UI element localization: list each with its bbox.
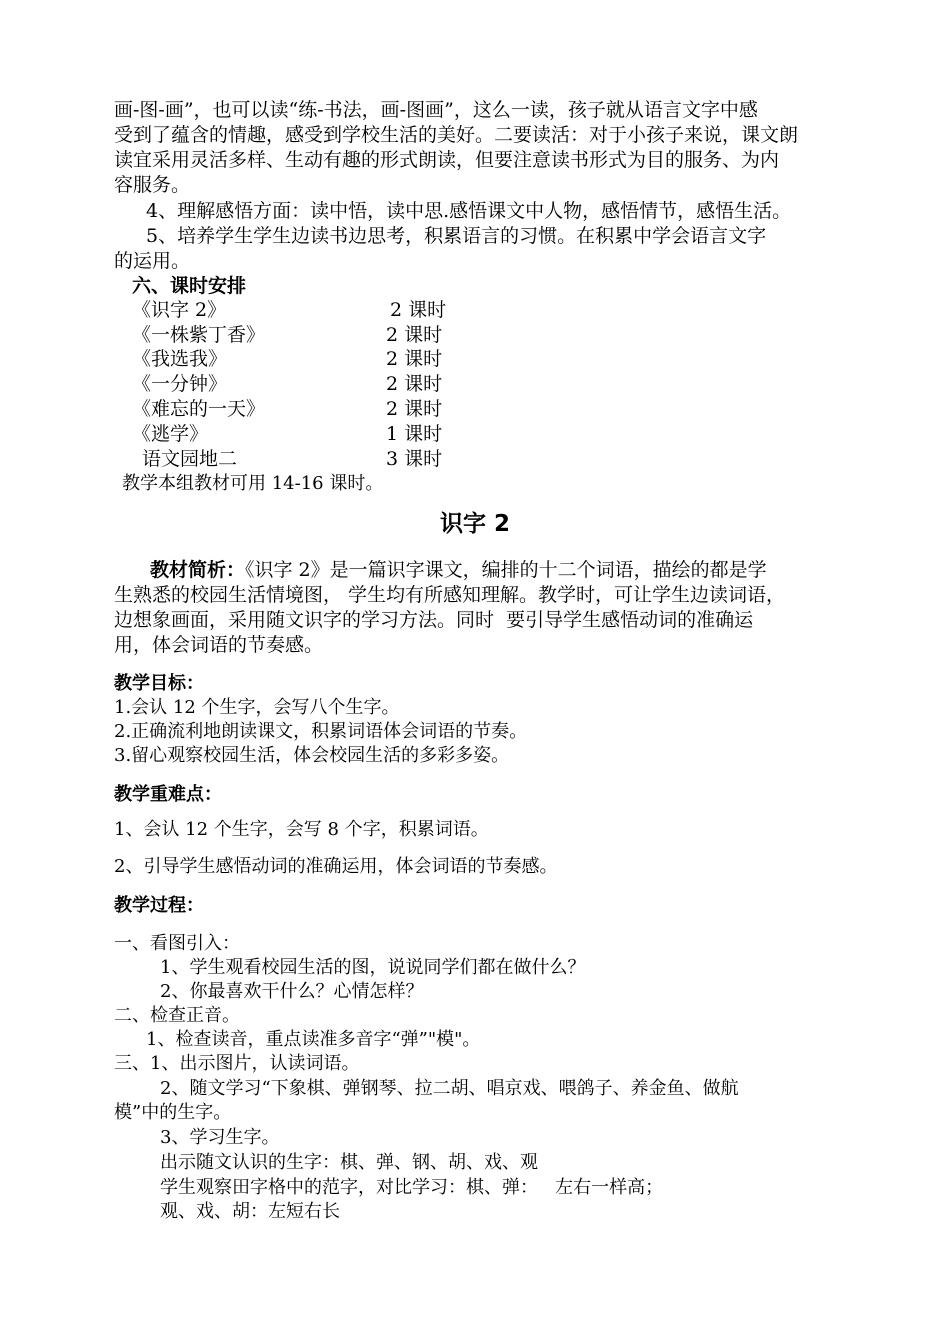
key-point-item: 1、会认 12 个生字，会写 8 个字，积累词语。 xyxy=(114,819,489,840)
goal-item: 3.留心观察校园生活，体会校园生活的多彩多姿。 xyxy=(114,745,510,766)
schedule-row-name: 《逃学》 xyxy=(132,423,209,445)
goals-heading: 教学目标： xyxy=(114,673,204,694)
process-step: 二、检查正音。 xyxy=(114,1005,240,1026)
process-substep: 1、检查读音，重点读准多音字“弹”"模"。 xyxy=(146,1029,481,1050)
schedule-row-hours: 1 课时 xyxy=(386,423,443,445)
schedule-row-hours: 2 课时 xyxy=(386,373,443,395)
process-detail: 出示随文认识的生字：棋、弹、钢、胡、戏、观 xyxy=(160,1152,538,1173)
goal-item: 1.会认 12 个生字，会写八个生字。 xyxy=(114,697,400,718)
analysis-line: 边想象画面，采用随文识字的学习方法。同时 要引导学生感悟动词的准确运 xyxy=(114,609,754,631)
schedule-row-name: 《一分钟》 xyxy=(132,373,228,395)
process-substep: 1、学生观看校园生活的图，说说同学们都在做什么？ xyxy=(160,957,586,978)
process-substep: 2、你最喜欢干什么？心情怎样？ xyxy=(160,981,424,1002)
schedule-row-hours: 2 课时 xyxy=(386,398,443,420)
process-substep-cont: 模”中的生字。 xyxy=(114,1102,232,1123)
intro-paragraph-line: 受到了蕴含的情趣，感受到学校生活的美好。二要读活：对于小孩子来说，课文朗 xyxy=(114,124,799,146)
process-substep: 3、学习生字。 xyxy=(160,1127,280,1148)
key-points-heading: 教学重难点： xyxy=(114,784,222,805)
schedule-row-hours: 2 课时 xyxy=(386,348,443,370)
schedule-row-name: 《难忘的一天》 xyxy=(132,398,266,420)
schedule-row-name: 《我选我》 xyxy=(132,348,228,370)
lesson-title: 识字 2 xyxy=(439,511,510,537)
intro-paragraph-line: 画-图-画”，也可以读“练-书法，画-图画”，这么一读，孩子就从语言文字中感 xyxy=(114,99,758,121)
analysis-first-line xyxy=(150,558,767,582)
schedule-row-hours: 3 课时 xyxy=(386,448,443,470)
process-step: 一、看图引入： xyxy=(114,933,240,954)
analysis-line: 生熟悉的校园生活情境图， 学生均有所感知理解。教学时，可让学生边读词语， xyxy=(114,584,786,606)
schedule-row-hours: 2 课时 xyxy=(386,324,443,346)
schedule-row-name: 《一株紫丁香》 xyxy=(132,324,266,346)
analysis-line: 用，体会词语的节奏感。 xyxy=(114,634,324,656)
schedule-row-hours: 2 课时 xyxy=(390,299,447,321)
analysis-label: 教材简析： xyxy=(150,559,246,581)
schedule-heading: 六、课时安排 xyxy=(132,275,247,297)
intro-paragraph-line: 容服务。 xyxy=(114,174,191,196)
intro-item-4: 4、理解感悟方面：读中悟，读中思.感悟课文中人物，感悟情节，感悟生活。 xyxy=(146,200,792,222)
schedule-row-name: 语文园地二 xyxy=(142,448,238,470)
key-point-item: 2、引导学生感悟动词的准确运用，体会词语的节奏感。 xyxy=(114,856,558,877)
process-substep: 2、随文学习“下象棋、弹钢琴、拉二胡、唱京戏、喂鸽子、养金鱼、做航 xyxy=(160,1078,739,1099)
goal-item: 2.正确流利地朗读课文，积累词语体会词语的节奏。 xyxy=(114,721,528,742)
schedule-row-name: 《识字 2》 xyxy=(132,299,227,321)
intro-item-5: 5、培养学生学生边读书边思考，积累语言的习惯。在积累中学会语言文字 xyxy=(146,225,767,247)
intro-paragraph-line: 读宜采用灵活多样、生动有趣的形式朗读，但要注意读书形式为目的服务、为内 xyxy=(114,149,780,171)
process-detail: 学生观察田字格中的范字，对比学习：棋、弹： 左右一样高； xyxy=(160,1177,664,1198)
schedule-total: 教学本组教材可用 14-16 课时。 xyxy=(122,473,384,494)
analysis-text: 《识字 2》是一篇识字课文，编排的十二个词语，描绘的都是学 xyxy=(245,559,767,581)
process-detail: 观、戏、胡：左短右长 xyxy=(160,1201,340,1222)
intro-item-5-cont: 的运用。 xyxy=(114,250,191,272)
process-heading: 教学过程： xyxy=(114,895,204,916)
process-step: 三、1、出示图片，认读词语。 xyxy=(114,1053,360,1074)
